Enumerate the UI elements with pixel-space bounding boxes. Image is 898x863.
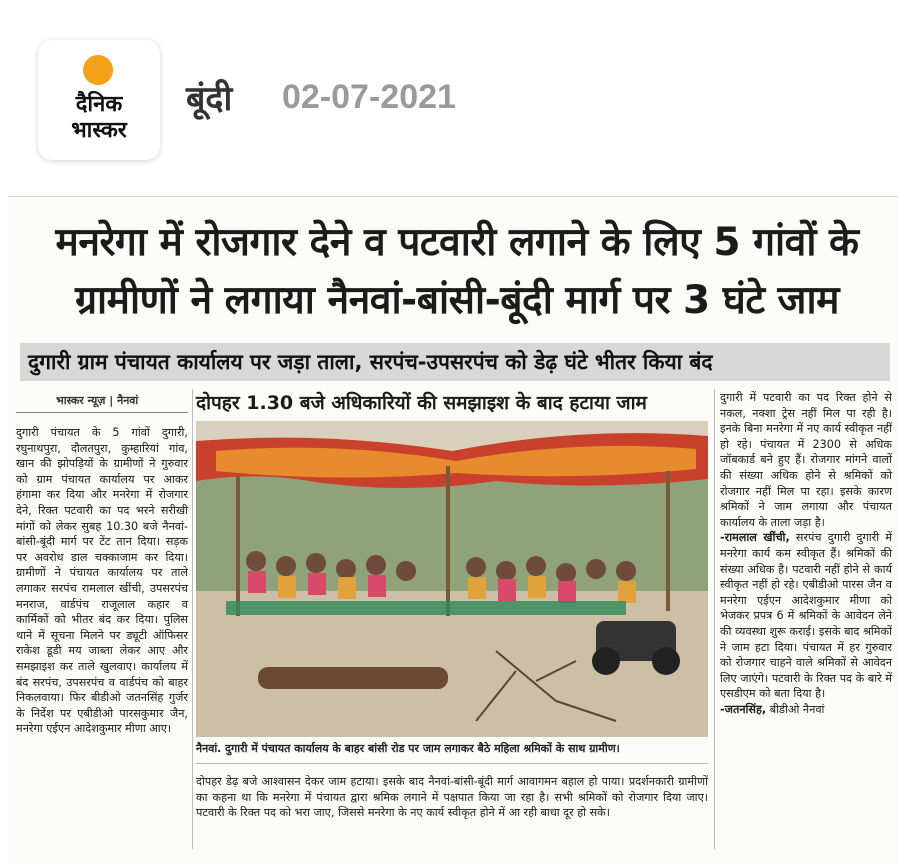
headline-line-1: मनरेगा में रोजगार देने व पटवारी लगाने के लिए 5 गांवों के [55,220,859,265]
quote-2-role: बीडीओ नैनवां [766,702,825,716]
right-column-paragraph-2: दुगारी में मनरेगा कार्य कम स्वीकृत हैं। श्रमिकों की संख्या अधिक है। पटवारी नहीं होने से कार्य स्वीकृत नहीं हो रहे। एबीडीओ पारस जैन व मनरेगा एईएन आदेशकुमार मीणा को भेजकर प्रपत्र 6 में श्रमिकों के आवेदन लेने की व्यवस्था शुरू कराई। इसके बाद श्रमिकों ने जाम हटा दिया। पंचायत में हर गुरुवार को रोजगार चाहने वाले श्रमिकों से आवेदन लिए जाएंगे। पटवारी के रिक्त पद के बारे में एसडीएम को बता दिया है। [720,531,893,701]
right-column [720,390,892,717]
mid-headline: दोपहर 1.30 बजे अधिकारियों की समझाइश के बाद हटाया जाम [196,392,647,414]
subheadline-band: दुगारी ग्राम पंचायत कार्यालय पर जड़ा ताला, सरपंच-उपसरपंच को डेढ़ घंटे भीतर किया बंद [20,343,890,381]
logo-text-line2: भास्कर [71,118,127,143]
edition-date: 02-07-2021 [282,78,456,116]
logo-sun-icon [83,55,113,85]
edition-city: बूंदी [186,79,233,119]
quote-1-name: -रामलाल खींची, [720,531,790,545]
mid-column-text: दोपहर डेढ़ बजे आश्वासन देकर जाम हटाया। इसके बाद नैनवां-बांसी-बूंदी मार्ग आवागमन बहाल हो पाया। प्रदर्शनकारी ग्रामीणों का कहना था कि मनरेगा में पंचायत द्वारा श्रमिक लगाने में पक्षपात किया जा रहा है। सभी श्रमिकों को रोजगार दिया जाए। पटवारी के रिक्त पद को भरा जाए, जिससे मनरेगा के नए कार्य स्वीकृत होने में आ रही बाधा दूर हो सके। [196,775,708,820]
app-header [0,0,898,190]
column-divider-right [714,389,715,849]
quote-1-role: सरपंच दुगारी [789,531,851,545]
logo-text-line1: दैनिक [75,92,123,117]
quote-2-name: -जतनसिंह, [720,702,767,716]
right-column-paragraph-1: दुगारी में पटवारी का पद रिक्त होने से नकल, नक्शा ट्रेस नहीं मिल पा रही है। इनके बिना मनरेगा में नए कार्य स्वीकृत नहीं हो रहे। पंचायत में 2300 से अधिक जॉबकार्ड बने हुए हैं। रोजगार मांगने वालों की संख्या अधिक होने से श्रमिकों को रोजगार नहीं मिल पा रहा। इसके कारण श्रमिकों ने जाम लगाया और पंचायत कार्यालय के ताला जड़ा है। [720,391,892,529]
photo-caption: नैनवां. दुगारी में पंचायत कार्यालय के बाहर बांसी रोड पर जाम लगाकर बैठे महिला श्रमिकों के साथ ग्रामीण। [196,742,620,755]
news-clipping[interactable] [8,196,898,863]
dainik-bhaskar-logo[interactable] [38,40,160,160]
byline: भास्कर न्यूज़ | नैनवां [56,394,139,407]
column-divider-left [192,389,193,849]
protest-photo-illustration [196,421,708,737]
headline-line-2: ग्रामीणों ने लगाया नैनवां-बांसी-बूंदी मार्ग पर 3 घंटे जाम [75,278,839,323]
news-photo [196,421,708,737]
caption-divider [196,763,708,764]
byline-divider [16,412,188,413]
left-column-text: दुगारी पंचायत के 5 गांवों दुगारी, रघुनाथपुरा, दौलतपुरा, कुम्हारियां गांव, खान की झोपड़ियों के ग्रामीणों ने गुरुवार को ग्राम पंचायत कार्यालय पर आकर हंगामा कर दिया और मनरेगा में रोजगार देने, रिक्त पटवारी का पद भरने सरीखी मांगों को लेकर सुबह 10.30 बजे नैनवां-बांसी-बूंदी मार्ग पर टेंट तान दिया। सड़क पर अवरोध डाल चक्काजाम कर दिया। ग्रामीणों ने पंचायत कार्यालय पर ताले लगाकर सरपंच रामलाल खींची, उपसरपंच मनराज, वार्डपंच राजूलाल कहार व कार्मिकों को भीतर बंद कर दिया। पुलिस थाने में सूचना मिलने पर ड्यूटी ऑफिसर राकेश डूडी मय जाब्ता लेकर आए और समझाइश कर ताले खुलवाए। कार्यालय में बंद सरपंच, उपसरपंच व वार्डपंच को बाहर निकलवाया। फिर बीडीओ जतनसिंह गुर्जर के निर्देश पर एबीडीओ पारसकुमार जैन, मनरेगा एईएन आदेशकुमार मीणा आए। [16,426,188,736]
